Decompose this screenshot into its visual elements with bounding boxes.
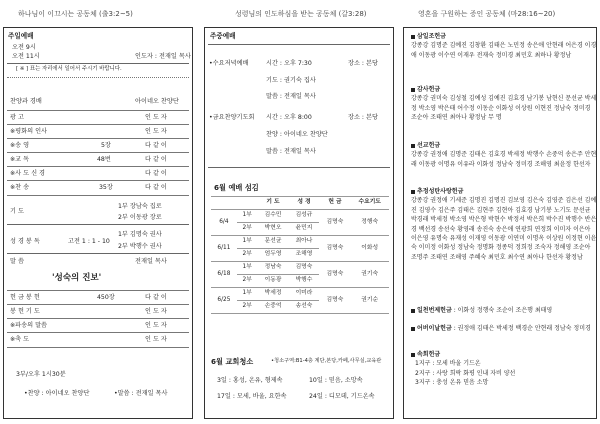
cleaning-week-1: 3일 : 홍성, 온유, 형제속 — [217, 377, 283, 384]
right-panel-offerings — [403, 27, 597, 419]
order-mid: 35장 — [99, 184, 113, 191]
order-right: 다 같 이 — [145, 156, 167, 163]
schedule-date: 6/11 — [211, 236, 237, 262]
schedule-date: 6/4 — [211, 210, 237, 236]
standing-note: [ ※ ] 표는 자리에서 일어서 주시기 바랍니다. — [16, 66, 122, 72]
schedule-part: 1부 — [237, 262, 258, 275]
order-row — [7, 318, 189, 333]
weekday-service-title: 주중예배 — [210, 32, 236, 40]
order-label: ※축 도 — [10, 336, 30, 343]
schedule-date: 6/18 — [211, 262, 237, 288]
friday-word: 말씀 : 전재일 목사 — [266, 148, 316, 155]
square-bullet-icon — [411, 35, 415, 39]
offering-section — [411, 324, 598, 333]
offering-heading: 선교헌금 — [411, 141, 598, 150]
schedule-prayer: 박세정 — [258, 288, 289, 301]
wednesday-time: 시간 : 오후 7:30 — [266, 60, 312, 67]
schedule-reading: 최아나 — [289, 236, 320, 249]
offering-section — [411, 306, 598, 315]
schedule-part: 2부 — [237, 301, 258, 314]
order-row — [7, 304, 189, 319]
square-bullet-icon — [411, 309, 415, 313]
service-time-2: 오전 11시 — [12, 53, 40, 60]
scripture-reference: 고전 1 : 1 - 10 — [68, 238, 110, 245]
header-part — [237, 197, 258, 210]
order-mid: 5장 — [101, 142, 111, 149]
order-right: 다 같 이 — [145, 294, 167, 301]
service-time-1: 오전 9시 — [12, 44, 36, 51]
schedule-prayer: 김수민 — [258, 210, 289, 223]
order-row — [7, 110, 189, 125]
sermon-title: '성숙의 진보' — [52, 273, 102, 283]
schedule-offering: 김명숙 — [319, 236, 350, 262]
friday-praise: 찬양 : 아이네오 찬양단 — [266, 131, 328, 138]
schedule-prayer: 엄두영 — [258, 249, 289, 262]
offering-names: 강종강 김명준 김예진 김창환 김태은 노민정 송은애 안현래 어은경 이경애 이동광 이수연 이재우 전재숙 정미경 최민호 최하나 황정남 — [411, 42, 597, 59]
column-3-title: 영혼을 구원하는 증인 공동체 (마28:16~20) — [418, 10, 556, 18]
afternoon-praise: •찬양 : 아이네오 찬양단 — [24, 390, 90, 397]
schedule-title: 6월 예배 섬김 — [214, 183, 259, 192]
square-bullet-icon — [411, 327, 415, 331]
scripture-reading-label: 성 경 봉 독 — [10, 238, 40, 245]
cleaning-week-2: 10일 : 믿음, 소망속 — [309, 377, 363, 384]
order-row — [7, 166, 189, 181]
order-label: 봉 헌 기 도 — [10, 308, 40, 315]
order-right: 인 도 자 — [145, 336, 167, 343]
order-right: 인 도 자 — [145, 128, 167, 135]
schedule-part: 1부 — [237, 210, 258, 223]
sermon-preacher: 전재일 목사 — [135, 258, 167, 265]
service-leader: 인도자 : 전재일 목사 — [135, 53, 191, 60]
friday-service-title: •금요찬양기도회 — [209, 114, 255, 121]
schedule-part: 1부 — [237, 236, 258, 249]
schedule-part: 2부 — [237, 223, 258, 236]
schedule-row — [211, 262, 389, 275]
order-label: 광 고 — [10, 114, 24, 121]
order-row — [7, 152, 189, 167]
header-prayer: 기 도 — [258, 197, 289, 210]
square-bullet-icon — [411, 190, 415, 194]
order-label: ※송 영 — [10, 142, 30, 149]
friday-time: 시간 : 오후 8:00 — [266, 114, 312, 121]
prayer-part-2: 2부 이동광 장로 — [118, 214, 162, 221]
offering-heading: 일천번제헌금 : 이화성 정행숙 조순이 조은행 최태영 — [411, 306, 598, 315]
wednesday-place: 장소 : 본당 — [348, 60, 378, 67]
order-right: 인 도 자 — [145, 308, 167, 315]
schedule-wed-prayer: 권기숙 — [350, 262, 389, 288]
schedule-prayer: 박현오 — [258, 223, 289, 236]
order-right: 인 도 자 — [145, 322, 167, 329]
square-bullet-icon — [411, 144, 415, 148]
offering-section — [411, 85, 598, 123]
order-mid: 48번 — [97, 156, 111, 163]
schedule-offering: 김명숙 — [319, 210, 350, 236]
wednesday-prayer: 기도 : 권기숙 집사 — [266, 77, 316, 84]
cleaning-week-4: 24일 : 디모데, 기드온속 — [309, 393, 375, 400]
schedule-reading: 이미라 — [289, 288, 320, 301]
offering-section — [411, 187, 598, 262]
schedule-reading: 송선숙 — [289, 301, 320, 314]
june-service-schedule-table — [211, 196, 389, 314]
prelude-leader: 아이네오 찬양단 — [135, 98, 179, 105]
order-row — [7, 138, 189, 153]
order-right: 다 같 이 — [145, 170, 167, 177]
afternoon-word: •말씀 : 전재일 목사 — [114, 390, 168, 397]
schedule-wed-prayer: 정행숙 — [350, 210, 389, 236]
offering-heading: 삼일조헌금 — [411, 32, 598, 41]
column-1-title: 하나님이 이끄시는 공동체 (출3:2~5) — [18, 10, 133, 18]
order-mid: 450장 — [97, 294, 115, 301]
schedule-row — [211, 210, 389, 223]
order-row — [7, 332, 189, 348]
schedule-reading: 조해영 — [289, 249, 320, 262]
offering-heading: 어버이날헌금 : 권정애 김태은 박세정 백경순 안현래 정남숙 정미경 — [411, 324, 598, 333]
prayer-label: 기 도 — [10, 208, 24, 215]
schedule-part: 1부 — [237, 288, 258, 301]
sermon-label: 말 씀 — [10, 258, 24, 265]
schedule-part: 2부 — [237, 275, 258, 288]
schedule-reading: 박행수 — [289, 275, 320, 288]
schedule-offering: 김명숙 — [319, 288, 350, 314]
schedule-prayer: 이동광 — [258, 275, 289, 288]
middle-panel-weekday-service — [204, 27, 394, 419]
offering-names: 강종강 권정애 기세준 김명진 김명진 김보영 김은숙 김영준 김은선 김예진 김영수 김은주 김태은 김현주 김현아 김효경 남기봉 노기도 문선균 박경래 박세정 박소영 박은형 박현수 박정서 박은희 박수진 박행수 반은경 백선경 송선숙 황영래 송진숙 송은애 연광희 연정희 이미자 이은아 이은영 유명숙 유재성 이재영 이동광 이연미 이명옥 이상원 이정현 이윤숙 이미정 이화성 정남숙 정명화 정종덕 정희정 조숙자 정해영 조순아 조명주 조태연 조해영 주혜숙 최민호 최수연 최아나 한선자 황정남 — [411, 197, 597, 261]
offering-heading: 추정성탄사랑헌금 — [411, 187, 598, 196]
prelude-label: 찬양과 경배 — [10, 98, 42, 105]
schedule-reading: 김성규 — [289, 210, 320, 223]
reading-part-1: 1부 김명숙 권사 — [118, 231, 162, 238]
square-bullet-icon — [411, 353, 415, 357]
offering-names: 강종강 권미숙 김성철 김예성 김예진 김효경 남기봉 남현신 문선균 박세정 박소영 박은태 어수정 이동순 이화성 이상원 이현진 정남숙 정미경 조순아 조태연 최아나 황정남 무 명 — [411, 95, 597, 122]
order-label: ※사 도 신 경 — [10, 170, 45, 177]
cleaning-title: 6월 교회청소 — [211, 357, 254, 366]
schedule-row — [211, 288, 389, 301]
order-row — [7, 290, 189, 305]
order-row — [7, 180, 189, 196]
schedule-part: 2부 — [237, 249, 258, 262]
schedule-wed-prayer: 권기순 — [350, 288, 389, 314]
offering-names: 1지구 : 모세 바울 기드온 2지구 : 사랑 희락 화평 인내 자비 양선 3지구 : 충성 온유 믿음 소망 — [415, 360, 516, 387]
order-right: 다 같 이 — [145, 184, 167, 191]
offering-section — [411, 32, 598, 60]
order-label: ※교 독 — [10, 156, 30, 163]
schedule-prayer: 정남숙 — [258, 262, 289, 275]
column-2-title: 성령님의 인도하심을 받는 공동체 (갈3:28) — [235, 10, 367, 18]
reading-part-2: 2부 박행수 권사 — [118, 243, 162, 250]
prayer-part-1: 1부 장남숙 집로 — [118, 203, 162, 210]
schedule-row — [211, 236, 389, 249]
order-row — [7, 124, 189, 139]
offering-section — [411, 141, 598, 169]
square-bullet-icon — [411, 88, 415, 92]
order-right: 다 같 이 — [145, 142, 167, 149]
schedule-offering: 김명숙 — [319, 262, 350, 288]
friday-place: 장소 : 본당 — [348, 114, 378, 121]
schedule-prayer: 손중억 — [258, 301, 289, 314]
order-label: ※찬 송 — [10, 184, 30, 191]
order-label: ※평화의 인사 — [10, 128, 48, 135]
order-right: 인 도 자 — [145, 114, 167, 121]
order-label: 헌 금 봉 헌 — [10, 294, 40, 301]
cleaning-week-3: 17일 : 모세, 바울, 요한속 — [217, 393, 287, 400]
offering-heading: 속회헌금 — [411, 350, 598, 359]
offering-names: 강종강 권정애 김명준 김태은 김효경 박세정 박행수 손중억 송은주 안현래 이동광 이명유 이유라 이화성 정남숙 정미경 조해영 최윤정 한선자 — [411, 151, 597, 168]
wednesday-service-title: •수요저녁예배 — [209, 60, 249, 67]
schedule-reading: 김명숙 — [289, 262, 320, 275]
schedule-header-row — [211, 197, 389, 210]
schedule-date: 6/25 — [211, 288, 237, 314]
schedule-prayer: 문선균 — [258, 236, 289, 249]
offering-section — [411, 350, 598, 388]
header-reading: 성 경 — [289, 197, 320, 210]
header-wed-prayer: 수요기도 — [350, 197, 389, 210]
schedule-wed-prayer: 이화성 — [350, 236, 389, 262]
sunday-service-title: 주일예배 — [8, 32, 34, 40]
header-offering: 헌 금 — [319, 197, 350, 210]
order-label: ※파송의 말씀 — [10, 322, 48, 329]
schedule-reading: 윤민지 — [289, 223, 320, 236]
left-panel-sunday-service — [3, 27, 193, 419]
wednesday-word: 말씀 : 전재일 목사 — [266, 93, 316, 100]
afternoon-service-time: 3부/오후 1시30분 — [16, 371, 66, 378]
offering-heading: 감사헌금 — [411, 85, 598, 94]
cleaning-areas: •청소구역:B1-4층 계단,본당,카페,사무실,교육관 — [271, 358, 382, 364]
header-date — [211, 197, 237, 210]
